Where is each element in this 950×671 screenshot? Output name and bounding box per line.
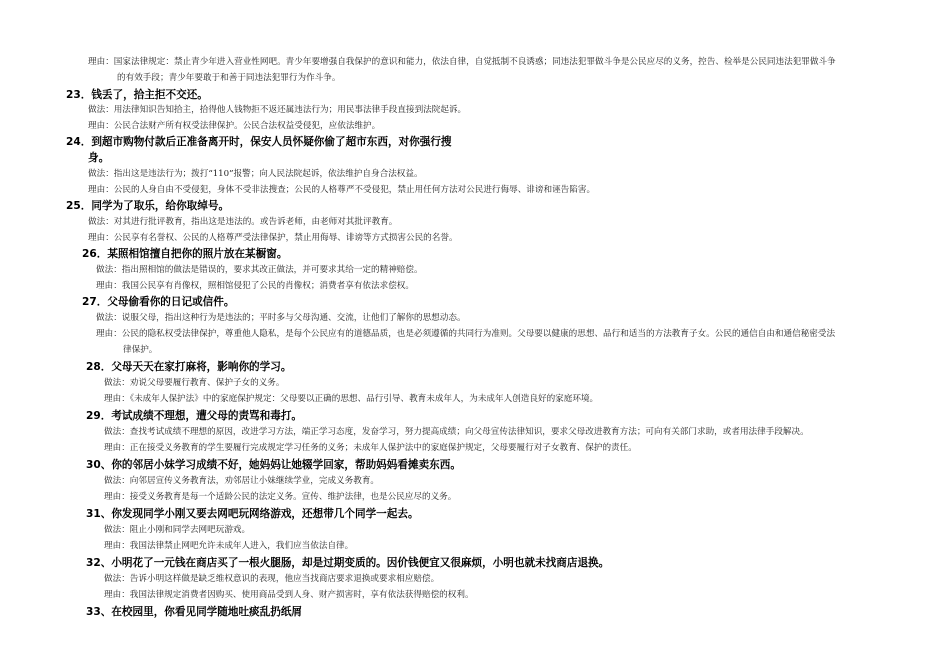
method-28: 做法：劝说父母要履行教育、保护子女的义务。 xyxy=(104,378,285,388)
method-25: 做法：对其进行批评教育，指出这是违法的。或告诉老师，由老师对其批评教育。 xyxy=(88,217,398,227)
reason-27-cont: 律保护。 xyxy=(123,345,158,355)
reason-23: 理由：公民合法财产所有权受法律保护。公民合法权益受侵犯，应依法维护。 xyxy=(88,121,381,131)
question-24-cont: 身。 xyxy=(88,152,110,164)
question-31: 31、你发现同学小刚又要去网吧玩网络游戏，还想带几个同学一起去。 xyxy=(86,508,419,520)
reason-32: 理由：我国法律规定消费者因购买、使用商品受到人身、财产损害时，享有依法获得赔偿的权利。 xyxy=(104,590,474,600)
question-24: 24．到超市购物付款后正准备离开时，保安人员怀疑你偷了超市东西，对你强行搜 xyxy=(66,136,452,148)
method-29: 做法：查找考试成绩不理想的原因，改进学习方法，端正学习态度，发奋学习，努力提高成绩；向父母宣传法律知识，要求父母改进教育方法；可向有关部门求助，或者用法律手段解决。 xyxy=(104,427,809,437)
question-26: 26．某照相馆擅自把你的照片放在某橱窗。 xyxy=(82,248,288,260)
reason-30: 理由：接受义务教育是每一个适龄公民的法定义务。宣传、维护法律，也是公民应尽的义务。 xyxy=(104,492,457,502)
reason-line: 理由：国家法律规定：禁止青少年进入营业性网吧。青少年要增强自我保护的意识和能力，依法自律，自觉抵制不良诱惑；同违法犯罪做斗争是公民应尽的义务，控告、检举是公民同违法犯罪做斗争 xyxy=(88,57,836,67)
method-30: 做法：向邻居宣传义务教育法，劝邻居让小妹继续学业，完成义务教育。 xyxy=(104,476,380,486)
reason-27: 理由：公民的隐私权受法律保护，尊重他人隐私，是每个公民应有的道德品质，也是必须遵循的共同行为准则。父母要以健康的思想、品行和适当的方法教育子女。公民的通信自由和通信秘密受法 xyxy=(96,329,836,339)
reason-29: 理由：正在接受义务教育的学生要履行完成规定学习任务的义务；未成年人保护法中的家庭保护规定，父母要履行对子女教育、保护的责任。 xyxy=(104,443,637,453)
method-26: 做法：指出照相馆的做法是错误的，要求其改正做法，并可要求其给一定的精神赔偿。 xyxy=(96,265,423,275)
method-24: 做法：指出这是违法行为；拨打“110”报警；向人民法院起诉，依法维护自身合法权益。 xyxy=(88,169,423,179)
question-23: 23．钱丢了，拾主拒不交还。 xyxy=(66,89,208,101)
question-32: 32、小明花了一元钱在商店买了一根火腿肠，却是过期变质的。因价钱便宜又很麻烦，小明也就未找商店退换。 xyxy=(86,557,610,569)
reason-31: 理由：我国法律禁止网吧允许未成年人进入，我们应当依法自律。 xyxy=(104,541,354,551)
reason-25: 理由：公民享有名誉权、公民的人格尊严受法律保护，禁止用侮辱、诽谤等方式损害公民的名誉。 xyxy=(88,233,458,243)
reason-24: 理由：公民的人身自由不受侵犯，身体不受非法搜查；公民的人格尊严不受侵犯，禁止用任何方法对公民进行侮辱、诽谤和诬告陷害。 xyxy=(88,185,596,195)
question-33: 33、在校园里，你看见同学随地吐痰乱扔纸屑 xyxy=(86,606,303,618)
question-25: 25．同学为了取乐，给你取绰号。 xyxy=(66,200,230,212)
method-32: 做法：告诉小明这样做是缺乏维权意识的表现，他应当找商店要求退换或要求相应赔偿。 xyxy=(104,574,440,584)
question-27: 27．父母偷看你的日记或信件。 xyxy=(82,296,235,308)
method-31: 做法：阻止小刚和同学去网吧玩游戏。 xyxy=(104,525,251,535)
question-30: 30、你的邻居小妹学习成绩不好，她妈妈让她辍学回家，帮助妈妈看摊卖东西。 xyxy=(86,459,461,471)
question-29: 29．考试成绩不理想，遭父母的责骂和毒打。 xyxy=(86,410,303,422)
reason-line-cont: 的有效手段；青少年要敢于和善于同违法犯罪行为作斗争。 xyxy=(117,73,341,83)
method-23: 做法：用法律知识告知拾主，拾得他人钱物拒不返还属违法行为；用民事法律手段直接到法院起诉。 xyxy=(88,105,467,115)
question-28: 28．父母天天在家打麻将，影响你的学习。 xyxy=(86,361,292,373)
method-27: 做法：说服父母，指出这种行为是违法的；平时多与父母沟通、交流，让他们了解你的思想动态。 xyxy=(96,313,466,323)
reason-26: 理由：我国公民享有肖像权，照相馆侵犯了公民的肖像权；消费者享有依法求偿权。 xyxy=(96,281,414,291)
reason-28: 理由：《未成年人保护法》中的家庭保护规定：父母要以正确的思想、品行引导、教育未成年人，为未成年人创造良好的家庭环境。 xyxy=(104,394,599,404)
